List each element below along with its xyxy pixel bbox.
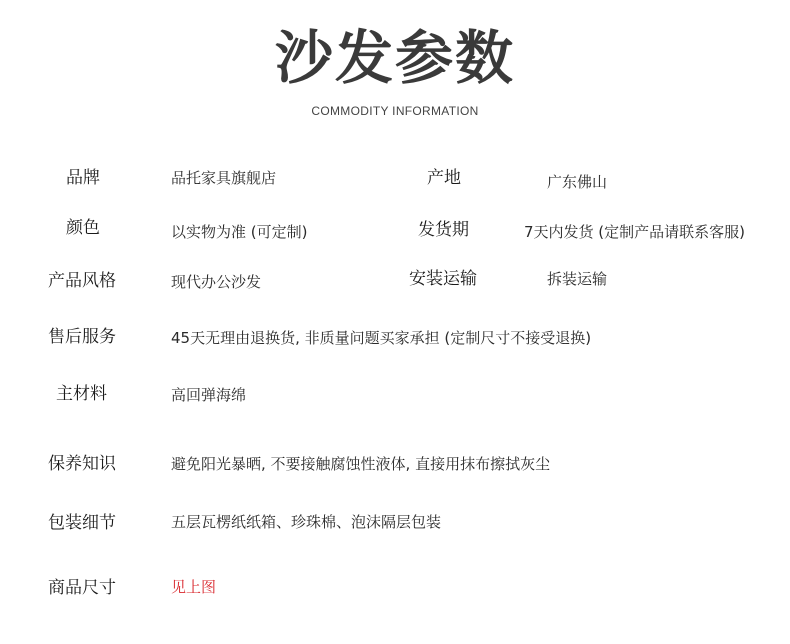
size-value[interactable]: 见上图 — [171, 578, 217, 596]
color-label: 颜色 — [66, 218, 100, 238]
installation-value: 拆装运输 — [547, 270, 608, 288]
after-sales-value: 45天无理由退换货, 非质量问题买家承担 (定制尺寸不接受退换) — [171, 329, 592, 347]
packaging-value: 五层瓦楞纸纸箱、珍珠棉、泡沫隔层包装 — [171, 513, 442, 531]
style-value: 现代办公沙发 — [171, 273, 262, 291]
material-value: 高回弹海绵 — [171, 386, 247, 404]
material-label: 主材料 — [56, 384, 107, 404]
page-subtitle: COMMODITY INFORMATION — [311, 104, 479, 118]
brand-value: 品托家具旗舰店 — [171, 169, 277, 187]
after-sales-label: 售后服务 — [48, 327, 116, 347]
shipping-time-label: 发货期 — [418, 220, 469, 240]
shipping-time-value: 7天内发货 (定制产品请联系客服) — [524, 223, 746, 241]
installation-label: 安装运输 — [409, 269, 477, 289]
size-label: 商品尺寸 — [48, 578, 116, 598]
origin-label: 产地 — [427, 168, 461, 188]
packaging-label: 包装细节 — [48, 513, 116, 533]
care-value: 避免阳光暴晒, 不要接触腐蚀性液体, 直接用抹布擦拭灰尘 — [171, 455, 551, 473]
color-value: 以实物为准 (可定制) — [171, 223, 308, 241]
origin-value: 广东佛山 — [547, 173, 608, 191]
brand-label: 品牌 — [66, 168, 100, 188]
page-title: 沙发参数 — [274, 24, 515, 92]
style-label: 产品风格 — [48, 271, 116, 291]
care-label: 保养知识 — [48, 454, 116, 474]
